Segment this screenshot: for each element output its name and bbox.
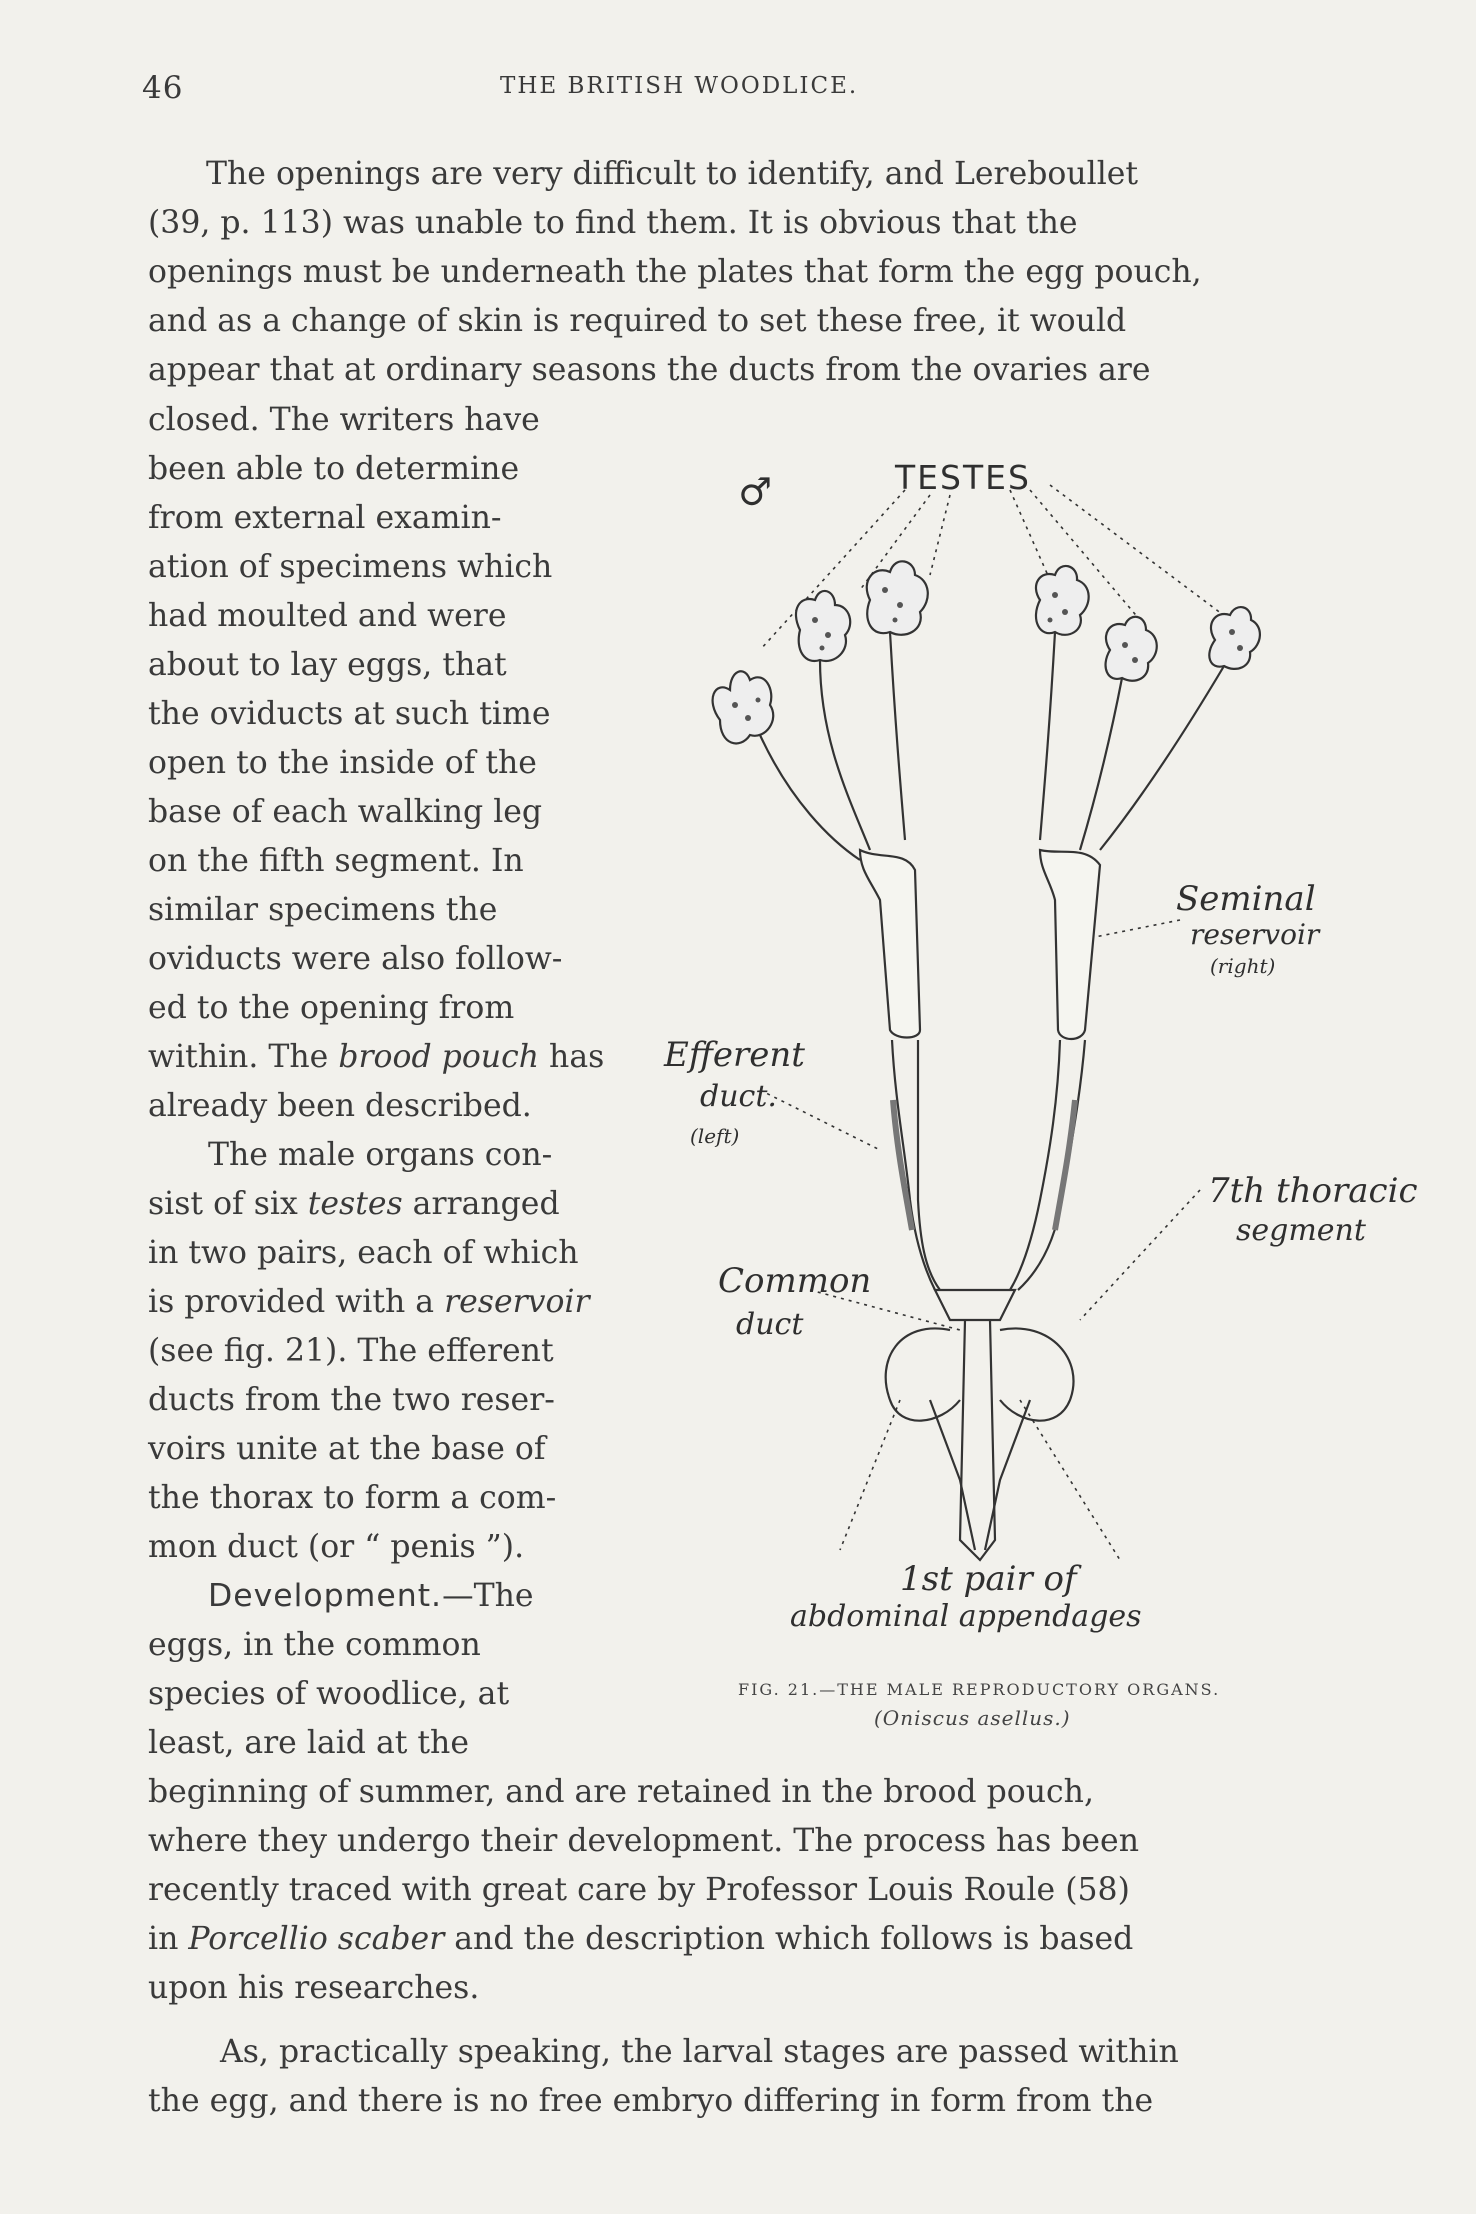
text-line: mon duct (or “ penis ”). xyxy=(148,1529,525,1565)
text-span: within. The xyxy=(148,1039,339,1075)
text-line: least, are laid at the xyxy=(148,1725,469,1761)
text-line: the thorax to form a com- xyxy=(148,1480,557,1516)
text-line: beginning of summer, and are retained in the brood pouch, xyxy=(148,1774,1094,1810)
running-head: THE BRITISH WOODLICE. xyxy=(500,73,859,99)
right-label: (right) xyxy=(1210,954,1276,978)
thoracic-label: 7th thoracic xyxy=(1208,1171,1418,1211)
text-span: sist of six xyxy=(148,1186,308,1222)
page-number: 46 xyxy=(142,70,184,106)
text-span: is provided with a xyxy=(148,1284,445,1320)
italic-term: reservoir xyxy=(444,1284,590,1320)
duct-label: duct. xyxy=(700,1079,777,1114)
text-line: eggs, in the common xyxy=(148,1627,481,1663)
text-line: ation of specimens which xyxy=(148,549,553,585)
abdominal-appendages-label: abdominal appendages xyxy=(790,1599,1142,1634)
text-span: has xyxy=(539,1039,605,1075)
first-pair-label: 1st pair of xyxy=(900,1559,1077,1599)
text-line: oviducts were also follow- xyxy=(148,941,563,977)
text-line: (39, p. 113) was unable to find them. It is obvious that the xyxy=(148,205,1078,241)
section-heading: Development. xyxy=(208,1578,443,1614)
figure-caption-species: (Oniscus asellus.) xyxy=(874,1706,1071,1730)
text-span: —The xyxy=(442,1578,534,1614)
text-line: The openings are very difficult to identify, and Lereboullet xyxy=(206,156,1139,192)
text-line: closed. The writers have xyxy=(148,402,540,438)
text-line: ducts from the two reser- xyxy=(148,1382,555,1418)
right-duct xyxy=(1010,632,1224,1290)
text-line: had moulted and were xyxy=(148,598,507,634)
text-line: As, practically speaking, the larval stages are passed within xyxy=(220,2034,1179,2070)
text-span: and the description which follows is based xyxy=(444,1921,1134,1957)
text-line: where they undergo their development. The process has been xyxy=(148,1823,1139,1859)
text-line: appear that at ordinary seasons the ducts from the ovaries are xyxy=(148,352,1151,388)
text-span: in xyxy=(148,1921,189,1957)
figure-caption: FIG. 21.—THE MALE REPRODUCTORY ORGANS. xyxy=(738,1680,1221,1699)
text-line: upon his researches. xyxy=(148,1970,480,2006)
text-line: on the fifth segment. In xyxy=(148,843,524,879)
left-duct xyxy=(760,632,940,1290)
text-span: arranged xyxy=(402,1186,560,1222)
reservoir-label: reservoir xyxy=(1190,918,1320,951)
common-duct-label: duct xyxy=(736,1307,804,1342)
text-line: been able to determine xyxy=(148,451,520,487)
italic-term: brood pouch xyxy=(338,1039,540,1075)
text-line: base of each walking leg xyxy=(148,794,543,830)
text-line: open to the inside of the xyxy=(148,745,537,781)
text-line: in two pairs, each of which xyxy=(148,1235,579,1271)
common-duct xyxy=(886,1290,1074,1560)
segment-label: segment xyxy=(1236,1213,1366,1248)
text-line: (see fig. 21). The efferent xyxy=(148,1333,554,1369)
text-line: openings must be underneath the plates that form the egg pouch, xyxy=(148,254,1202,290)
right-testes xyxy=(1036,566,1260,681)
text-line: already been described. xyxy=(148,1088,532,1124)
testes-label: TESTES xyxy=(895,458,1031,497)
text-line: The male organs con- xyxy=(208,1137,553,1173)
seminal-label: Seminal xyxy=(1176,879,1316,919)
italic-term: Porcellio scaber xyxy=(188,1921,445,1957)
text-line: ed to the opening from xyxy=(148,990,515,1026)
text-line: the egg, and there is no free embryo differing in form from the xyxy=(148,2083,1154,2119)
left-label: (left) xyxy=(690,1124,740,1148)
efferent-label: Efferent xyxy=(664,1035,805,1075)
text-line: similar specimens the xyxy=(148,892,498,928)
text-line: the oviducts at such time xyxy=(148,696,551,732)
common-label: Common xyxy=(718,1261,872,1301)
italic-term: testes xyxy=(307,1186,403,1222)
text-line: about to lay eggs, that xyxy=(148,647,507,683)
text-line: and as a change of skin is required to set these free, it would xyxy=(148,303,1127,339)
text-line: recently traced with great care by Professor Louis Roule (58) xyxy=(148,1872,1130,1908)
text-line: from external examin- xyxy=(148,500,502,536)
text-line: species of woodlice, at xyxy=(148,1676,510,1712)
text-line: voirs unite at the base of xyxy=(148,1431,546,1467)
male-symbol-icon: ♂ xyxy=(738,470,773,514)
